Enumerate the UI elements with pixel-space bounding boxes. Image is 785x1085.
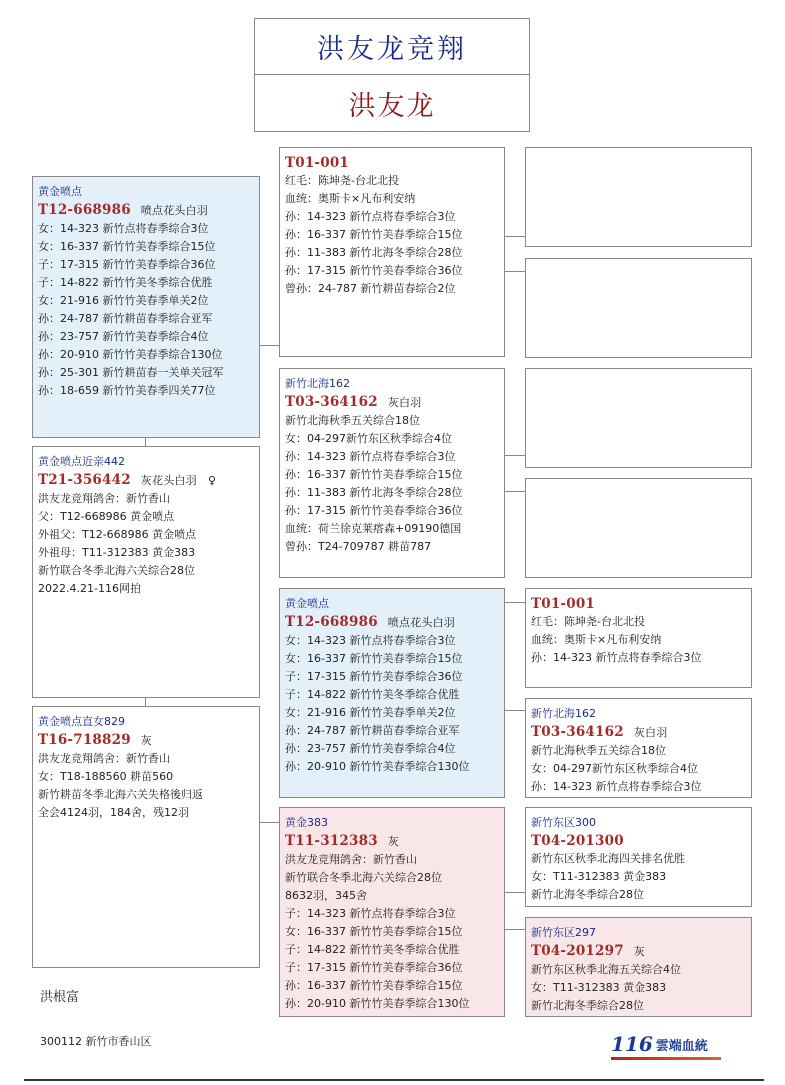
pedigree-content — [526, 699, 751, 796]
achievement-line: 子：17-315 新竹竹美春季综合36位 — [285, 670, 463, 683]
pedigree-content — [33, 447, 259, 598]
achievement-line: 外祖父：T12-668986 黄金喷点 — [38, 528, 197, 541]
connector — [260, 345, 279, 346]
connector — [505, 236, 525, 237]
achievement-line: 孙：18-659 新竹竹美春季四关77位 — [38, 384, 216, 397]
sire-dam-box — [279, 368, 505, 578]
ring-number-row — [38, 201, 259, 220]
connector — [505, 602, 525, 603]
plumage-color: 喷点花头白羽 — [140, 204, 208, 217]
ring-number-row — [285, 393, 504, 412]
achievement-line: 孙：14-323 新竹点将春季综合3位 — [285, 450, 456, 463]
achievement-line: 2022.4.21-116网拍 — [38, 582, 141, 595]
achievement-line: 女：04-297新竹东区秋季综合4位 — [531, 762, 698, 775]
achievement-line: 孙：20-910 新竹竹美春季综合130位 — [285, 760, 470, 773]
connector — [145, 438, 146, 446]
connector — [505, 491, 525, 492]
achievement-line: 新竹北海冬季综合28位 — [531, 888, 644, 901]
ring-number: T04-201297 — [531, 943, 624, 959]
achievement-line: 孙：23-757 新竹竹美春季综合4位 — [285, 742, 456, 755]
achievement-line: 红毛：陈坤尧-台北北投 — [285, 174, 399, 187]
achievement-line: 孙：14-323 新竹点将春季综合3位 — [531, 651, 702, 664]
achievement-line: 女：16-337 新竹竹美春季综合15位 — [285, 925, 463, 938]
achievement-line: 女：16-337 新竹竹美春季综合15位 — [38, 240, 216, 253]
achievement-line: 血统：奥斯卡×凡布利安纳 — [285, 192, 416, 205]
main-pigeon-box — [32, 446, 260, 698]
achievement-line: 血统：奥斯卡×凡布利安纳 — [531, 633, 662, 646]
achievement-line: 孙：11-383 新竹北海冬季综合28位 — [285, 246, 463, 259]
achievement-line: 孙：14-323 新竹点将春季综合3位 — [285, 210, 456, 223]
empty-box-3 — [525, 368, 752, 468]
achievement-line: 新竹东区秋季北海五关综合4位 — [531, 963, 681, 976]
achievement-line: 子：14-822 新竹竹美冬季综合优胜 — [38, 276, 213, 289]
pedigree-content — [526, 589, 751, 667]
plumage-color: 灰白羽 — [633, 726, 668, 739]
ring-number-row — [38, 731, 259, 750]
dam-dam-box — [279, 807, 505, 1017]
empty-box-4 — [525, 478, 752, 578]
ring-number-row — [38, 471, 259, 490]
achievement-line: 曾孙：24-787 新竹耕苗春综合2位 — [285, 282, 456, 295]
achievement-line: 新竹北海冬季综合28位 — [531, 999, 644, 1012]
achievement-line: 孙：17-315 新竹竹美春季综合36位 — [285, 504, 463, 517]
achievement-line: 子：17-315 新竹竹美春季综合36位 — [38, 258, 216, 271]
ring-number: T21-356442 — [38, 472, 131, 488]
bottom-divider — [24, 1079, 764, 1081]
connector — [505, 929, 525, 930]
achievement-line: 女：T11-312383 黄金383 — [531, 981, 667, 994]
achievement-line: 红毛：陈坤尧-台北北投 — [531, 615, 645, 628]
achievement-line: 新竹联合冬季北海六关综合28位 — [285, 871, 442, 884]
achievement-line: 孙：25-301 新竹耕苗春一关单关冠军 — [38, 366, 224, 379]
connector — [505, 892, 525, 893]
plumage-color: 灰 — [387, 835, 399, 848]
ring-number: T01-001 — [531, 596, 596, 612]
dam-sire-sire-box — [525, 588, 752, 688]
achievement-line: 孙：24-787 新竹耕苗春季综合亚军 — [285, 724, 460, 737]
plumage-color: 喷点花头白羽 — [387, 616, 455, 629]
achievement-line: 外祖母：T11-312383 黄金383 — [38, 546, 196, 559]
pigeon-nickname: 黄金喷点 — [285, 597, 329, 610]
sire-sire-box — [279, 147, 505, 357]
achievement-line: 曾孙：T24-709787 耕苗787 — [285, 540, 432, 553]
pigeon-nickname: 新竹北海162 — [531, 707, 596, 720]
ring-number: T04-201300 — [531, 833, 624, 849]
achievement-line: 孙：16-337 新竹竹美春季综合15位 — [285, 979, 463, 992]
achievement-line: 孙：11-383 新竹北海冬季综合28位 — [285, 486, 463, 499]
ring-number: T01-001 — [285, 155, 350, 171]
achievement-line: 女：21-916 新竹竹美春季单关2位 — [285, 706, 456, 719]
site-logo — [611, 1030, 708, 1056]
ring-number-row — [531, 723, 751, 742]
achievement-line: 女：14-323 新竹点将春季综合3位 — [285, 634, 456, 647]
achievement-line: 新竹北海秋季五关综合18位 — [285, 414, 420, 427]
pedigree-content — [526, 808, 751, 904]
ring-number: T03-364162 — [285, 394, 378, 410]
owner-name-header: 洪友龙 — [254, 74, 530, 132]
connector — [505, 271, 525, 272]
ring-number: T12-668986 — [38, 202, 131, 218]
achievement-line: 女：16-337 新竹竹美春季综合15位 — [285, 652, 463, 665]
achievement-line: 女：T18-188560 耕苗560 — [38, 770, 174, 783]
achievement-line: 女：04-297新竹东区秋季综合4位 — [285, 432, 452, 445]
pedigree-content — [280, 589, 504, 776]
connector — [260, 822, 279, 823]
pigeon-nickname: 黄金383 — [285, 816, 328, 829]
achievement-line: 洪友龙竞翔鸽舍：新竹香山 — [285, 853, 417, 866]
logo-number: 116 — [611, 1032, 653, 1056]
pedigree-content — [33, 707, 259, 822]
ring-number-row — [285, 832, 504, 851]
pigeon-nickname: 黄金喷点 — [38, 185, 82, 198]
connector — [145, 698, 146, 706]
achievement-line: 孙：17-315 新竹竹美春季综合36位 — [285, 264, 463, 277]
dam-box — [32, 706, 260, 968]
sire-box — [32, 176, 260, 438]
pedigree-content — [280, 808, 504, 1013]
achievement-line: 子：14-323 新竹点将春季综合3位 — [285, 907, 456, 920]
ring-number: T03-364162 — [531, 724, 624, 740]
ring-number-row — [531, 595, 751, 613]
achievement-line: 新竹东区秋季北海四关排名优胜 — [531, 852, 685, 865]
dam-dam-sire-box — [525, 807, 752, 907]
pigeon-nickname: 黄金喷点近亲442 — [38, 455, 125, 468]
achievement-line: 孙：20-910 新竹竹美春季综合130位 — [285, 997, 470, 1010]
empty-box-2 — [525, 258, 752, 358]
achievement-line: 孙：16-337 新竹竹美春季综合15位 — [285, 228, 463, 241]
achievement-line: 女：21-916 新竹竹美春季单关2位 — [38, 294, 209, 307]
ring-number-row — [531, 832, 751, 850]
achievement-line: 孙：16-337 新竹竹美春季综合15位 — [285, 468, 463, 481]
achievement-line: 孙：14-323 新竹点将春季综合3位 — [531, 780, 702, 793]
connector — [505, 710, 525, 711]
achievement-line: 子：14-822 新竹竹美冬季综合优胜 — [285, 688, 460, 701]
dam-sire-dam-box — [525, 698, 752, 798]
plumage-color: 灰白羽 — [387, 396, 422, 409]
achievement-line: 新竹联合冬季北海六关综合28位 — [38, 564, 195, 577]
ring-number-row — [285, 154, 504, 172]
plumage-color: 灰 — [633, 945, 645, 958]
pedigree-content — [33, 177, 259, 400]
pedigree-content — [526, 918, 751, 1015]
achievement-line: 洪友龙竞翔鸽舍：新竹香山 — [38, 752, 170, 765]
pedigree-content — [280, 369, 504, 556]
achievement-line: 子：17-315 新竹竹美春季综合36位 — [285, 961, 463, 974]
achievement-line: 8632羽，345舍 — [285, 889, 367, 902]
plumage-color: 灰 — [140, 734, 152, 747]
empty-box-1 — [525, 147, 752, 247]
achievement-line: 洪友龙竞翔鸽舍：新竹香山 — [38, 492, 170, 505]
achievement-line: 新竹耕苗冬季北海六关失格後归返 — [38, 788, 203, 801]
achievement-line: 父：T12-668986 黄金喷点 — [38, 510, 175, 523]
pigeon-nickname: 新竹东区297 — [531, 926, 596, 939]
achievement-line: 孙：23-757 新竹竹美春季综合4位 — [38, 330, 209, 343]
pigeon-nickname: 新竹北海162 — [285, 377, 350, 390]
ring-number: T16-718829 — [38, 732, 131, 748]
pigeon-nickname: 新竹东区300 — [531, 816, 596, 829]
page-title: 洪友龙竞翔 — [254, 18, 530, 75]
achievement-line: 子：14-822 新竹竹美冬季综合优胜 — [285, 943, 460, 956]
achievement-line: 新竹北海秋季五关综合18位 — [531, 744, 666, 757]
connector — [505, 455, 525, 456]
dam-sire-box — [279, 588, 505, 798]
achievement-line: 全会4124羽，184舍，残12羽 — [38, 806, 189, 819]
ring-number-row — [285, 613, 504, 632]
dam-dam-dam-box — [525, 917, 752, 1017]
breeder-name: 洪根富 — [40, 990, 80, 1005]
pedigree-content — [280, 148, 504, 298]
ring-number: T11-312383 — [285, 833, 378, 849]
ring-number: T12-668986 — [285, 614, 378, 630]
logo-underline — [611, 1057, 721, 1060]
achievement-line: 女：T11-312383 黄金383 — [531, 870, 667, 883]
logo-text: 雲端血統 — [655, 1039, 708, 1054]
plumage-color: 灰花头白羽 ♀ — [140, 474, 217, 487]
achievement-line: 血统：荷兰徐克莱瘩森+09190德国 — [285, 522, 462, 535]
achievement-line: 孙：20-910 新竹竹美春季综合130位 — [38, 348, 223, 361]
achievement-line: 孙：24-787 新竹耕苗春季综合亚军 — [38, 312, 213, 325]
achievement-line: 女：14-323 新竹点将春季综合3位 — [38, 222, 209, 235]
ring-number-row — [531, 942, 751, 961]
pigeon-nickname: 黄金喷点直女829 — [38, 715, 125, 728]
breeder-address: 300112 新竹市香山区 — [40, 1035, 152, 1048]
